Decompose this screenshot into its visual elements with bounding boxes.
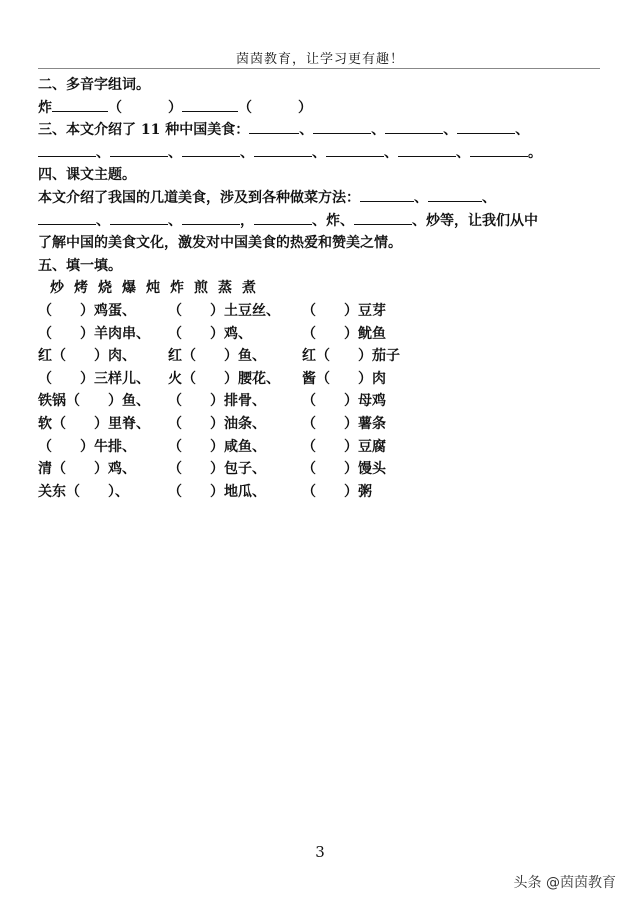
answer-blank[interactable] xyxy=(110,142,168,157)
section-2-row: 炸 （ ） （ ） xyxy=(38,97,604,120)
fill-item[interactable]: （ ）咸鱼、 xyxy=(168,438,266,455)
answer-blank[interactable] xyxy=(313,119,371,134)
answer-blank[interactable] xyxy=(182,97,238,112)
fill-item[interactable]: （ ）豆芽 xyxy=(302,302,386,319)
header-divider xyxy=(38,68,600,69)
fill-item[interactable]: 酱（ ）肉 xyxy=(302,370,386,387)
fill-item[interactable]: （ ）母鸡 xyxy=(302,393,386,410)
answer-blank[interactable] xyxy=(457,119,515,134)
fill-row xyxy=(38,323,604,346)
fill-item[interactable]: （ ）粥 xyxy=(302,483,372,500)
fill-item[interactable]: （ ）鱿鱼 xyxy=(302,325,386,342)
fill-row xyxy=(38,345,604,368)
fill-item[interactable]: （ ）鸡蛋、 xyxy=(38,302,136,319)
section-4-row-3: 了解中国的美食文化，激发对中国美食的热爱和赞美之情。 xyxy=(38,235,402,252)
section-5-title: 五、填一填。 xyxy=(38,257,122,274)
fill-item[interactable]: （ ）土豆丝、 xyxy=(168,302,280,319)
fill-row xyxy=(38,458,604,481)
fill-item[interactable]: （ ）油条、 xyxy=(168,415,266,432)
fill-item[interactable]: 红（ ）茄子 xyxy=(302,348,400,365)
polyphone-char: 炸 xyxy=(38,99,52,116)
answer-blank[interactable] xyxy=(52,97,108,112)
answer-blank[interactable] xyxy=(182,210,240,225)
fill-item[interactable]: 清（ ）鸡、 xyxy=(38,461,136,478)
section-2-title: 二、多音字组词。 xyxy=(38,77,150,93)
answer-blank[interactable] xyxy=(360,187,414,202)
fill-item[interactable]: （ ）包子、 xyxy=(168,461,266,478)
answer-blank[interactable] xyxy=(254,142,312,157)
fill-item[interactable]: 关东（ ）、 xyxy=(38,483,129,500)
fill-item[interactable]: （ ）地瓜、 xyxy=(168,483,266,500)
fill-item[interactable]: （ ）馒头 xyxy=(302,461,386,478)
fill-item[interactable]: （ ）薯条 xyxy=(302,415,386,432)
answer-blank[interactable] xyxy=(249,119,299,134)
fill-item[interactable]: （ ）牛排、 xyxy=(38,438,136,455)
answer-blank[interactable] xyxy=(38,210,96,225)
answer-blank[interactable] xyxy=(326,142,384,157)
fill-item[interactable]: （ ）排骨、 xyxy=(168,393,266,410)
fill-item[interactable]: （ ）羊肉串、 xyxy=(38,325,150,342)
answer-blank[interactable] xyxy=(385,119,443,134)
fill-item[interactable]: 火（ ）腰花、 xyxy=(168,370,280,387)
page-header: 茵茵教育，让学习更有趣！ xyxy=(235,52,404,67)
fill-item[interactable]: 铁锅（ ）鱼、 xyxy=(38,393,150,410)
answer-blank[interactable] xyxy=(182,142,240,157)
fill-item[interactable]: （ ）鸡、 xyxy=(168,325,252,342)
fill-row xyxy=(38,300,604,323)
fill-row xyxy=(38,368,604,391)
answer-blank[interactable] xyxy=(428,187,482,202)
page-number: 3 xyxy=(315,843,325,861)
section-3-title: 三、本文介绍了 11 种中国美食： xyxy=(38,122,250,139)
fill-item[interactable]: （ ）豆腐 xyxy=(302,438,386,455)
cooking-method-chars: 炒烤烧爆炖炸煎蒸煮 xyxy=(50,280,266,297)
answer-blank[interactable] xyxy=(254,210,312,225)
fill-item[interactable]: 红（ ）肉、 xyxy=(38,348,136,365)
answer-blank[interactable] xyxy=(110,210,168,225)
watermark: 头条 @茵茵教育 xyxy=(513,875,616,891)
fill-item[interactable]: 红（ ）鱼、 xyxy=(168,348,266,365)
fill-item[interactable]: （ ）三样儿、 xyxy=(38,370,150,387)
fill-row xyxy=(38,413,604,436)
fill-row xyxy=(38,481,604,504)
section-4-row-1: 本文介绍了我国的几道美食，涉及到各种做菜方法： 、 、 xyxy=(38,187,604,210)
answer-blank[interactable] xyxy=(38,142,96,157)
fill-item[interactable]: 软（ ）里脊、 xyxy=(38,415,150,432)
fill-row xyxy=(38,390,604,413)
section-4-title: 四、课文主题。 xyxy=(38,167,136,184)
answer-blank[interactable] xyxy=(398,142,456,157)
section-4-row-2: 、 、 ， 、炸、 、炒等，让我们从中 xyxy=(38,210,604,233)
answer-blank[interactable] xyxy=(470,142,528,157)
answer-blank[interactable] xyxy=(354,210,412,225)
section-3-row-2: 、 、 、 、 、 、 。 xyxy=(38,142,604,165)
fill-row xyxy=(38,436,604,459)
fill-in-rows xyxy=(38,300,604,503)
worksheet-content xyxy=(38,74,604,503)
section-3-row-1: 三、本文介绍了 11 种中国美食： 、 、 、 、 xyxy=(38,119,604,142)
